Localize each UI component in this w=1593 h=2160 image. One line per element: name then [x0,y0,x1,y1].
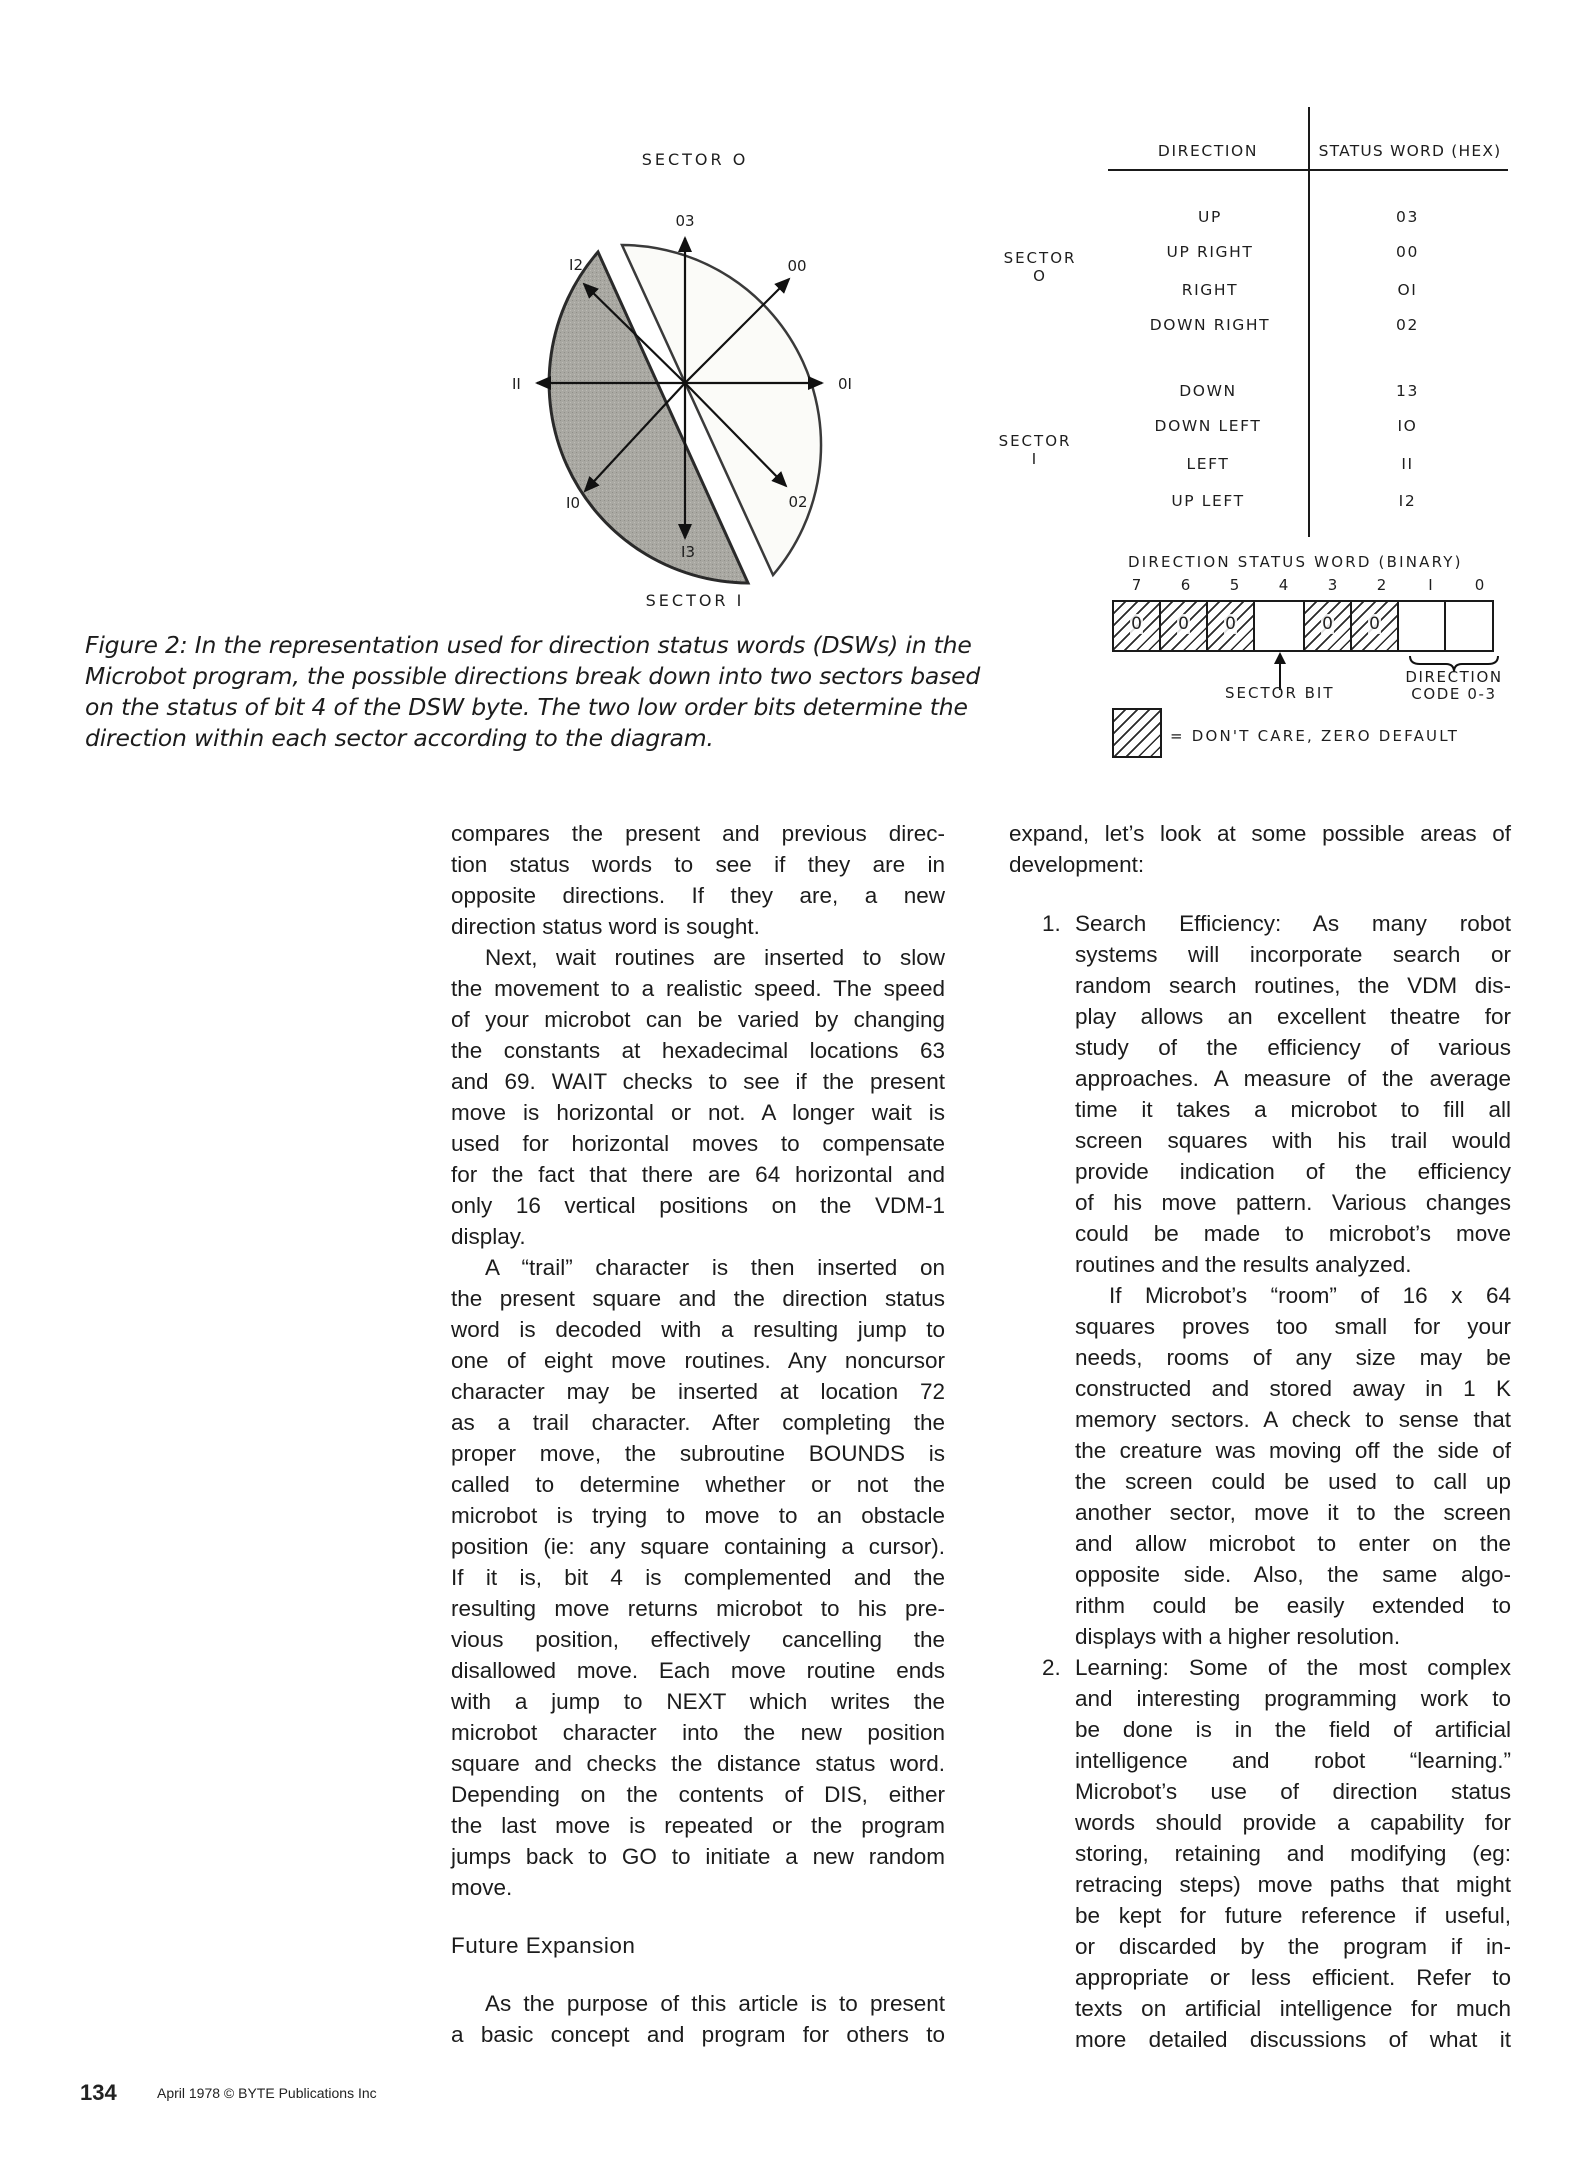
text-line: word is decoded with a resulting jump to [451,1317,945,1342]
bit-value: 0 [1225,614,1236,634]
list-number: 2. [1042,1655,1061,1680]
hex-cell: 03 [1396,208,1419,226]
right-column [1009,818,1511,2055]
text-line: storing, retaining and modifying (eg: [1075,1841,1511,1866]
bit-cell-3 [1303,600,1352,652]
bit-number: 6 [1180,576,1191,594]
bit-value: 0 [1131,614,1142,634]
text-line: and interesting programming work to [1075,1686,1511,1711]
caption-line: Microbot program, the possible directions break down into two sectors based [85,662,981,690]
text-line: approaches. A measure of the average [1075,1066,1511,1091]
direction-pie-diagram [470,170,900,600]
direction-code-label-line1: DIRECTION [1405,668,1503,686]
text-line: resulting move returns microbot to his pre- [451,1596,945,1621]
paragraph [451,942,945,1252]
text-line: used for horizontal moves to compensate [451,1131,945,1156]
text-line: of his move pattern. Various changes [1075,1190,1511,1215]
text-line: Microbot’s use of direction status [1075,1779,1511,1804]
text-line: development: [1009,852,1145,877]
text-line: provide indication of the efficiency [1075,1159,1511,1184]
bit-number: 2 [1376,576,1387,594]
text-line: the creature was moving off the side of [1075,1438,1511,1463]
text-line: A “trail” character is then inserted on [485,1255,945,1280]
text-line: opposite directions. If they are, a new [451,883,945,908]
text-line: Next, wait routines are inserted to slow [485,945,945,970]
text-line: character may be inserted at location 72 [451,1379,945,1404]
paragraph [451,1988,945,2050]
table-header-direction: DIRECTION [1157,142,1259,160]
code-label-11: II [512,375,521,393]
pie-sector1-label: SECTOR I [645,591,745,610]
bit-value: 0 [1322,614,1333,634]
figure-caption [85,630,981,754]
text-line: vious position, effectively cancelling the [451,1627,945,1652]
text-line: square and checks the distance status word. [451,1751,945,1776]
text-line: Depending on the contents of DIS, either [451,1782,945,1807]
direction-cell: DOWN [1179,382,1237,400]
bit-number: 5 [1229,576,1240,594]
hex-cell: I2 [1398,492,1417,510]
direction-code-label-line2: CODE 0-3 [1411,685,1497,703]
code-label-00: 00 [787,257,807,275]
text-line: microbot character into the new position [451,1720,945,1745]
text-line: play allows an excellent theatre for [1075,1004,1511,1029]
text-line: move is horizontal or not. A longer wait is [451,1100,945,1125]
text-line: the last move is repeated or the program [451,1813,945,1838]
bit-number: 4 [1278,576,1289,594]
text-line: only 16 vertical positions on the VDM-1 [451,1193,945,1218]
text-line: Learning: Some of the most complex [1075,1655,1511,1680]
binary-title: DIRECTION STATUS WORD (BINARY) [1128,553,1463,571]
direction-cell: RIGHT [1181,281,1239,299]
bit-number: 7 [1131,576,1142,594]
bit-number: 0 [1474,576,1485,594]
bit-number: 3 [1327,576,1338,594]
text-line: routines and the results analyzed. [1075,1252,1412,1277]
bit-value: 0 [1178,614,1189,634]
code-label-01: 0I [838,375,852,393]
text-line: time it takes a microbot to fill all [1075,1097,1511,1122]
text-line: and 69. WAIT checks to see if the present [451,1069,945,1094]
section-heading: Future Expansion [451,1933,636,1958]
hex-cell: OI [1397,281,1418,299]
bit-cell-4-sector [1253,600,1305,652]
text-line: and allow microbot to enter on the [1075,1531,1511,1556]
text-line: the movement to a realistic speed. The speed [451,976,945,1001]
text-line: As the purpose of this article is to present [485,1991,945,2016]
text-line: Search Efficiency: As many robot [1075,911,1511,936]
text-line: If Microbot’s “room” of 16 x 64 [1109,1283,1511,1308]
text-line: one of eight move routines. Any noncursor [451,1348,945,1373]
text-line: a basic concept and program for others to [451,2022,945,2047]
direction-cell: LEFT [1186,455,1230,473]
text-line: jumps back to GO to initiate a new random [451,1844,945,1869]
text-line: rithm could be easily extended to [1075,1593,1511,1618]
hex-cell: 13 [1396,382,1419,400]
text-line: be done is in the field of artificial [1075,1717,1511,1742]
bit-cell-6 [1159,600,1208,652]
text-line: of your microbot can be varied by changing [451,1007,945,1032]
text-line: disallowed move. Each move routine ends [451,1658,945,1683]
text-line: memory sectors. A check to sense that [1075,1407,1511,1432]
paragraph [451,818,945,942]
caption-line: Figure 2: In the representation used for direction status words (DSWs) in the [85,631,972,659]
text-line: could be made to microbot’s move [1075,1221,1511,1246]
text-line: display. [451,1224,526,1249]
bit-cell-2 [1350,600,1399,652]
text-line: retracing steps) move paths that might [1075,1872,1511,1897]
table-sector1-label [985,432,1085,468]
code-label-10: I0 [566,494,580,512]
text-line: If it is, bit 4 is complemented and the [451,1565,945,1590]
text-line: move. [451,1875,513,1900]
text-line: appropriate or less efficient. Refer to [1075,1965,1511,1990]
sector-bit-label: SECTOR BIT [1225,684,1335,702]
text-line: words should provide a capability for [1075,1810,1511,1835]
text-line: constructed and stored away in 1 K [1075,1376,1511,1401]
paragraph [1009,818,1511,880]
sector1-label-word: SECTOR [998,432,1072,450]
sector1-label-number: I [1031,450,1039,468]
bit-cell-7 [1112,600,1161,652]
text-line: for the fact that there are 64 horizontal and [451,1162,945,1187]
text-line: expand, let’s look at some possible areas of [1009,821,1511,846]
bit-value: 0 [1369,614,1380,634]
text-line: compares the present and previous direc- [451,821,945,846]
sector0-label-number: O [1033,267,1047,285]
sector0-label-word: SECTOR [1003,249,1077,267]
footer-credit: April 1978 © BYTE Publications Inc [157,2085,377,2101]
direction-cell: UP LEFT [1171,492,1245,510]
bit-number: I [1428,576,1433,594]
text-line: needs, rooms of any size may be [1075,1345,1511,1370]
text-line: called to determine whether or not the [451,1472,945,1497]
text-line: random search routines, the VDM dis- [1075,973,1511,998]
dont-care-legend-text: = DON'T CARE, ZERO DEFAULT [1170,727,1460,745]
direction-cell: UP RIGHT [1166,243,1254,261]
text-line: another sector, move it to the screen [1075,1500,1511,1525]
text-line: study of the efficiency of various [1075,1035,1511,1060]
table-header-status-word: STATUS WORD (HEX) [1318,142,1502,160]
text-line: displays with a higher resolution. [1075,1624,1401,1649]
hex-cell: IO [1397,417,1418,435]
hex-cell: 02 [1396,316,1419,334]
text-line: the screen could be used to call up [1075,1469,1511,1494]
bit-cell-1 [1397,600,1446,652]
text-line: more detailed discussions of what it [1075,2027,1511,2052]
text-line: direction status word is sought. [451,914,760,939]
code-label-03: 03 [675,212,695,230]
text-line: proper move, the subroutine BOUNDS is [451,1441,945,1466]
pie-sector0-label: SECTOR O [641,150,749,169]
bit-cell-0 [1444,600,1494,652]
list-item [1009,1652,1511,2055]
text-line: squares proves too small for your [1075,1314,1511,1339]
code-label-13: I3 [681,543,695,561]
text-line: be kept for future reference if useful, [1075,1903,1511,1928]
direction-cell: DOWN LEFT [1154,417,1262,435]
list-item [1009,908,1511,1652]
caption-line: direction within each sector according to the diagram. [85,724,714,752]
text-line: screen squares with his trail would [1075,1128,1511,1153]
text-line: intelligence and robot “learning.” [1075,1748,1511,1773]
text-line: tion status words to see if they are in [451,852,945,877]
code-label-02: 02 [788,493,808,511]
text-line: microbot is trying to move to an obstacle [451,1503,945,1528]
hex-cell: II [1401,455,1414,473]
text-line: or discarded by the program if in- [1075,1934,1511,1959]
text-line: systems will incorporate search or [1075,942,1511,967]
list-number: 1. [1042,911,1061,936]
bit-cell-5 [1206,600,1255,652]
page-number: 134 [80,2080,117,2105]
hex-cell: 00 [1396,243,1419,261]
text-line: with a jump to NEXT which writes the [451,1689,945,1714]
text-line: as a trail character. After completing the [451,1410,945,1435]
direction-code-label [1394,669,1514,703]
code-label-12: I2 [569,256,583,274]
text-line: position (ie: any square containing a cursor). [451,1534,945,1559]
text-line: opposite side. Also, the same algo- [1075,1562,1511,1587]
direction-cell: UP [1198,208,1222,226]
text-line: the constants at hexadecimal locations 63 [451,1038,945,1063]
text-line: texts on artificial intelligence for much [1075,1996,1511,2021]
table-sector0-label [990,249,1090,285]
text-line: the present square and the direction status [451,1286,945,1311]
dont-care-legend-swatch [1112,708,1162,758]
paragraph [451,1252,945,1903]
direction-cell: DOWN RIGHT [1149,316,1271,334]
caption-line: on the status of bit 4 of the DSW byte. The two low order bits determine the [85,693,968,721]
left-column [451,818,945,2050]
